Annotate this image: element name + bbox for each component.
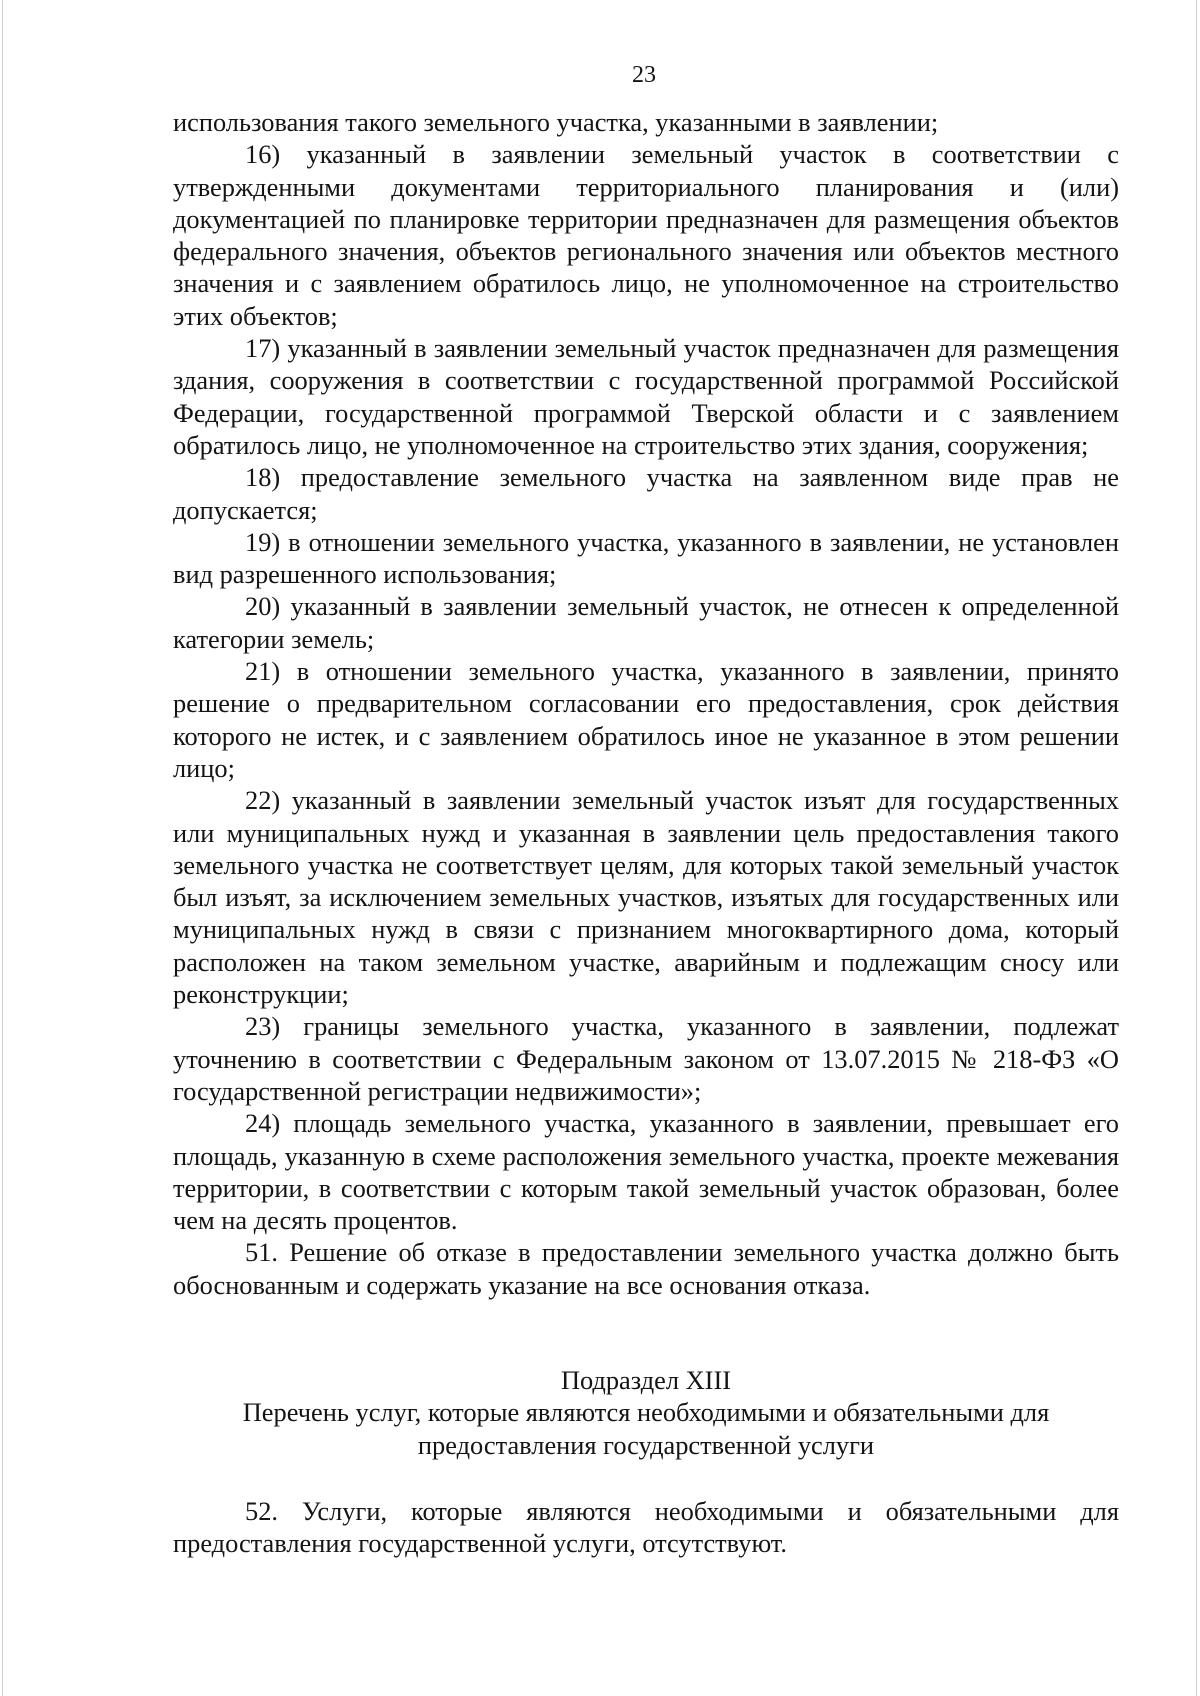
subsection-title-line1: Перечень услуг, которые являются необходимыми и обязательными для bbox=[242, 1397, 1050, 1428]
page-number: 23 bbox=[632, 62, 656, 88]
list-item-16: 16) указанный в заявлении земельный участок в соответствии с утвержденными документами территориального планирования и (или) документацией по планировке территории предназначен для размещения объектов федерального значения, объектов регионального значения или объектов местного значения и с заявлением обратилось лицо, не уполномоченное на строительство этих объектов; bbox=[173, 139, 1119, 331]
paragraph-continuation: использования такого земельного участка, указанными в заявлении; bbox=[173, 107, 939, 137]
list-item-20: 20) указанный в заявлении земельный участок, не отнесен к определенной категории земель; bbox=[173, 591, 1119, 654]
subsection-label: Подраздел XIII bbox=[560, 1365, 732, 1395]
list-item-24: 24) площадь земельного участка, указанного в заявлении, превышает его площадь, указанную в схеме расположения земельного участка, проекте межевания территории, в соответствии с которым такой земельный участок образован, более чем на десять процентов. bbox=[173, 1108, 1119, 1236]
list-item-19: 19) в отношении земельного участка, указанного в заявлении, не установлен вид разрешенного использования; bbox=[173, 526, 1119, 590]
body-text bbox=[173, 106, 1119, 1301]
list-item-22: 22) указанный в заявлении земельный участок изъят для государственных или муниципальных нужд и указанная в заявлении цель предоставления такого земельного участка не соответствует целям, для которых такой земельный участок был изъят, за исключением земельных участков, изъятых для государственных или муниципальных нужд в связи с признанием многоквартирного дома, который расположен на таком земельном участке, аварийным и подлежащим сносу или реконструкции; bbox=[173, 785, 1119, 1010]
list-item-18: 18) предоставление земельного участка на заявленном виде прав не допускается; bbox=[173, 462, 1119, 525]
subsection-heading bbox=[173, 1364, 1119, 1461]
list-item-23: 23) границы земельного участка, указанного в заявлении, подлежат уточнению в соответствии с Федеральным законом от 13.07.2015 № 218-ФЗ «О государственной регистрации недвижимости»; bbox=[173, 1011, 1119, 1106]
subsection-title-line2: предоставления государственной услуги bbox=[417, 1429, 875, 1460]
clause-51: 51. Решение об отказе в предоставлении земельного участка должно быть обоснованным и содержать указание на все основания отказа. bbox=[173, 1237, 1119, 1300]
final-text bbox=[173, 1495, 1119, 1560]
scan-edge-right bbox=[1196, 0, 1197, 1696]
scan-edge-left bbox=[2, 0, 3, 1696]
list-item-21: 21) в отношении земельного участка, указанного в заявлении, принято решение о предварительном согласовании его предоставления, срок действия которого не истек, и с заявлением обратилось иное не указанное в этом решении лицо; bbox=[173, 656, 1119, 783]
list-item-17: 17) указанный в заявлении земельный участок предназначен для размещения здания, сооружения в соответствии с государственной программой Российской Федерации, государственной программой Тверской области и с заявлением обратилось лицо, не уполномоченное на строительство этих здания, сооружения; bbox=[173, 333, 1119, 460]
clause-52: 52. Услуги, которые являются необходимыми и обязательными для предоставления государственной услуги, отсутствуют. bbox=[173, 1496, 1119, 1559]
